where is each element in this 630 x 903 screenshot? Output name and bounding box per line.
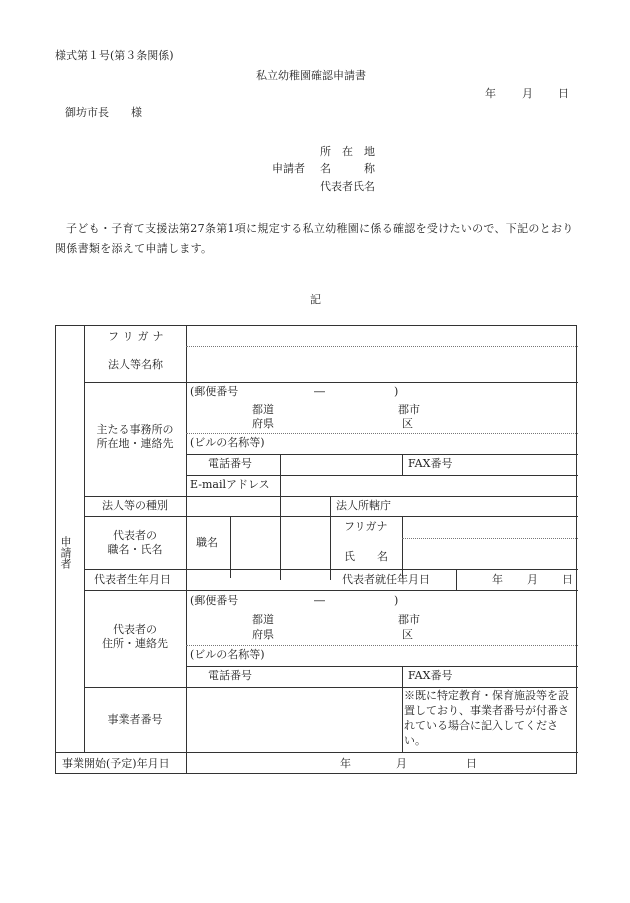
start-day-label: 日 (466, 757, 477, 770)
ku-label-2: 区 (402, 628, 413, 641)
applicant-address-label: 所 在 地 (320, 145, 375, 158)
postal-dash: ― (314, 385, 325, 398)
rep-furigana-label: フリガナ (344, 520, 388, 533)
date-day-label: 日 (558, 87, 569, 100)
main-office-label-1: 主たる事務所の (96, 423, 174, 436)
fax-label-2: FAX番号 (408, 669, 453, 682)
postal-close: ) (394, 385, 399, 398)
form-number: 様式第１号(第３条関係) (55, 49, 174, 62)
ki-heading: 記 (310, 293, 321, 306)
building-label-2: (ビルの名称等) (190, 648, 265, 661)
postal-label-2: (郵便番号 (190, 594, 239, 607)
rep-label-2: 職名・氏名 (107, 543, 163, 556)
email-label: E-mailアドレス (190, 478, 270, 491)
date-year-label: 年 (485, 87, 496, 100)
date-month-label: 月 (522, 87, 533, 100)
start-year-label: 年 (340, 757, 351, 770)
applicant-side-label: 申請者 (59, 536, 72, 569)
main-office-label-2: 所在地・連絡先 (96, 437, 174, 450)
rep-name-label: 氏 名 (344, 550, 388, 563)
rep-appointed-label: 代表者就任年月日 (342, 573, 430, 586)
appointed-year-label: 年 (492, 573, 503, 586)
phone-label: 電話番号 (208, 457, 252, 470)
postal-dash-2: ― (314, 594, 325, 607)
appointed-month-label: 月 (527, 573, 538, 586)
application-form (55, 325, 577, 774)
fuken-label: 府県 (252, 417, 274, 430)
document-title: 私立幼稚園確認申請書 (256, 69, 366, 82)
start-month-label: 月 (396, 757, 407, 770)
applicant-rep-label: 代表者氏名 (320, 180, 375, 193)
rep-label-1: 代表者の (113, 529, 157, 542)
fuken-label-2: 府県 (252, 628, 274, 641)
rep-birth-label: 代表者生年月日 (94, 573, 171, 586)
body-text: 子ども・子育て支援法第27条第1項に規定する私立幼稚園に係る確認を受けたいので、下記のとおり関係書類を添えて申請します。 (55, 222, 574, 255)
appointed-day-label: 日 (562, 573, 573, 586)
todo-label: 都道 (252, 403, 274, 416)
start-date-label: 事業開始(予定)年月日 (62, 757, 170, 770)
ku-label: 区 (402, 417, 413, 430)
gunshi-label-2: 郡市 (398, 613, 420, 626)
rep-addr-label-2: 住所・連絡先 (102, 637, 168, 650)
business-number-note: ※既に特定教育・保育施設等を設置しており、事業者番号が付番されている場合に記入してください。 (404, 689, 569, 747)
building-label: (ビルの名称等) (190, 436, 265, 449)
todo-label-2: 都道 (252, 613, 274, 626)
corp-name-label: 法人等名称 (108, 358, 163, 371)
title-label: 職名 (196, 536, 218, 549)
rep-addr-label-1: 代表者の (113, 623, 157, 636)
phone-label-2: 電話番号 (208, 669, 252, 682)
postal-close-2: ) (394, 594, 399, 607)
postal-label: (郵便番号 (190, 385, 239, 398)
gunshi-label: 郡市 (398, 403, 420, 416)
corp-type-label: 法人等の種別 (102, 499, 168, 512)
furigana-label: フリガナ (108, 330, 168, 343)
corp-agency-label: 法人所轄庁 (336, 499, 391, 512)
applicant-prefix: 申請者 (272, 162, 305, 175)
business-number-label: 事業者番号 (107, 713, 163, 726)
fax-label: FAX番号 (408, 457, 453, 470)
addressee: 御坊市長 様 (65, 106, 142, 119)
applicant-name-label: 名 称 (320, 162, 375, 175)
